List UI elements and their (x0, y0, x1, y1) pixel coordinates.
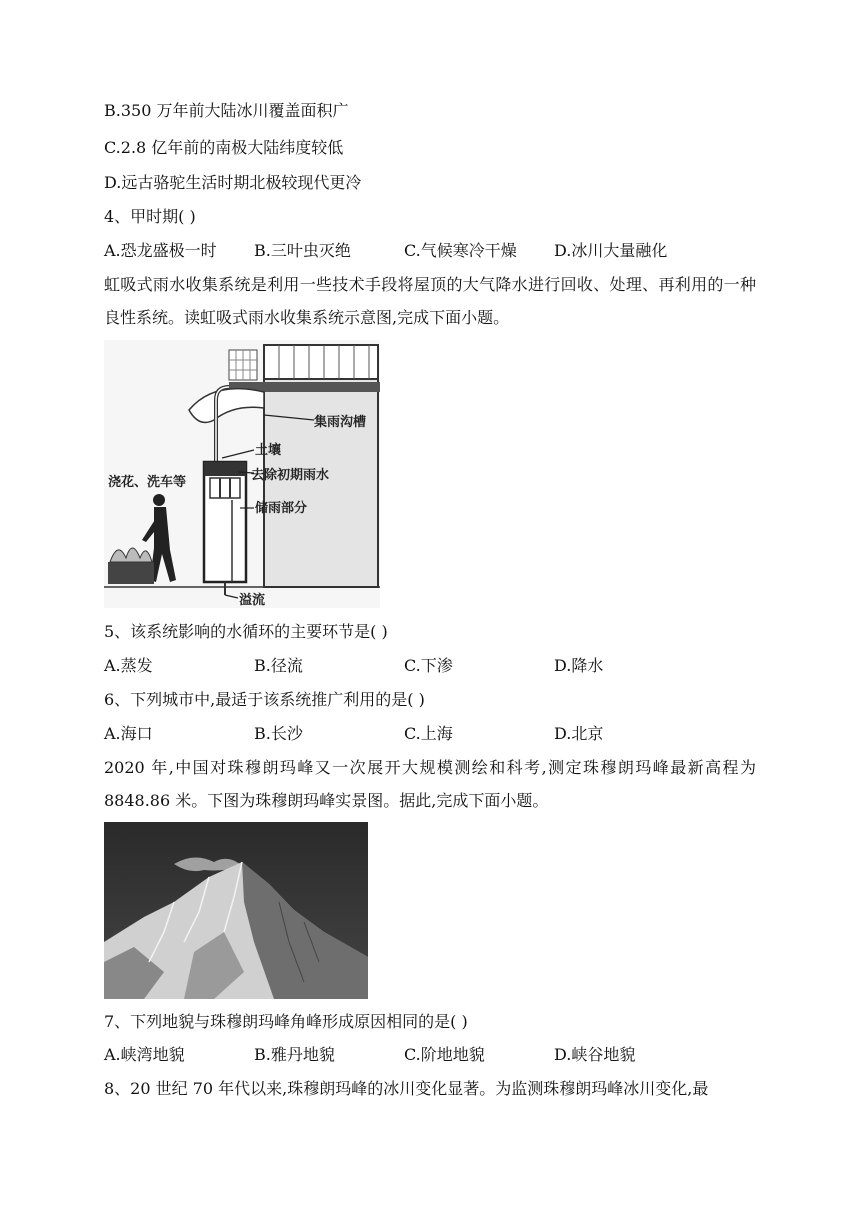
q7-option-b: B.雅丹地貌 (254, 1045, 335, 1064)
rainwater-system-diagram (104, 340, 380, 608)
q5-option-d: D.降水 (554, 656, 604, 675)
q6-option-b: B.长沙 (254, 724, 303, 743)
q7-stem: 7、下列地貌与珠穆朗玛峰角峰形成原因相同的是( ) (104, 1012, 468, 1031)
q8-stem: 8、20 世纪 70 年代以来,珠穆朗玛峰的冰川变化显著。为监测珠穆朗玛峰冰川变化,最 (104, 1079, 709, 1098)
q5-option-c: C.下渗 (404, 656, 453, 675)
q6-option-a: A.海口 (104, 724, 153, 743)
q7-option-c: C.阶地地貌 (404, 1045, 485, 1064)
q4-option-c: C.气候寒冷干燥 (404, 241, 517, 260)
intro-paragraph-rainwater: 虹吸式雨水收集系统是利用一些技术手段将屋顶的大气降水进行回收、处理、再利用的一种良性系统。读虹吸式雨水收集系统示意图,完成下面小题。 (104, 275, 756, 327)
everest-photo (104, 822, 368, 999)
q4-option-d: D.冰川大量融化 (554, 241, 668, 260)
q6-option-c: C.上海 (404, 724, 453, 743)
q3-option-c: C.2.8 亿年前的南极大陆纬度较低 (104, 138, 344, 157)
q5-option-a: A.蒸发 (104, 656, 153, 675)
q4-stem: 4、甲时期( ) (104, 207, 196, 226)
label-usage: 浇花、洗车等 (108, 475, 187, 490)
q3-option-d: D.远古骆驼生活时期北极较现代更冷 (104, 173, 362, 192)
intro-paragraph-everest: 2020 年,中国对珠穆朗玛峰又一次展开大规模测绘和科考,测定珠穆朗玛峰最新高程为 8848.86 米。下图为珠穆朗玛峰实景图。据此,完成下面小题。 (104, 758, 756, 810)
q3-option-b: B.350 万年前大陆冰川覆盖面积广 (104, 101, 349, 120)
q7-option-a: A.峡湾地貌 (104, 1045, 185, 1064)
q4-option-a: A.恐龙盛极一时 (104, 241, 217, 260)
label-soil: 土壤 (255, 443, 282, 458)
label-overflow: 溢流 (239, 593, 266, 608)
q5-option-b: B.径流 (254, 656, 303, 675)
label-storage: 储雨部分 (255, 501, 308, 516)
q7-option-d: D.峡谷地貌 (554, 1045, 636, 1064)
q6-option-d: D.北京 (554, 724, 604, 743)
label-gutter: 集雨沟槽 (314, 415, 367, 430)
q4-option-b: B.三叶虫灭绝 (254, 241, 351, 260)
label-first-flush: 去除初期雨水 (251, 468, 330, 483)
q6-stem: 6、下列城市中,最适于该系统推广利用的是( ) (104, 690, 425, 709)
q5-stem: 5、该系统影响的水循环的主要环节是( ) (104, 622, 388, 641)
